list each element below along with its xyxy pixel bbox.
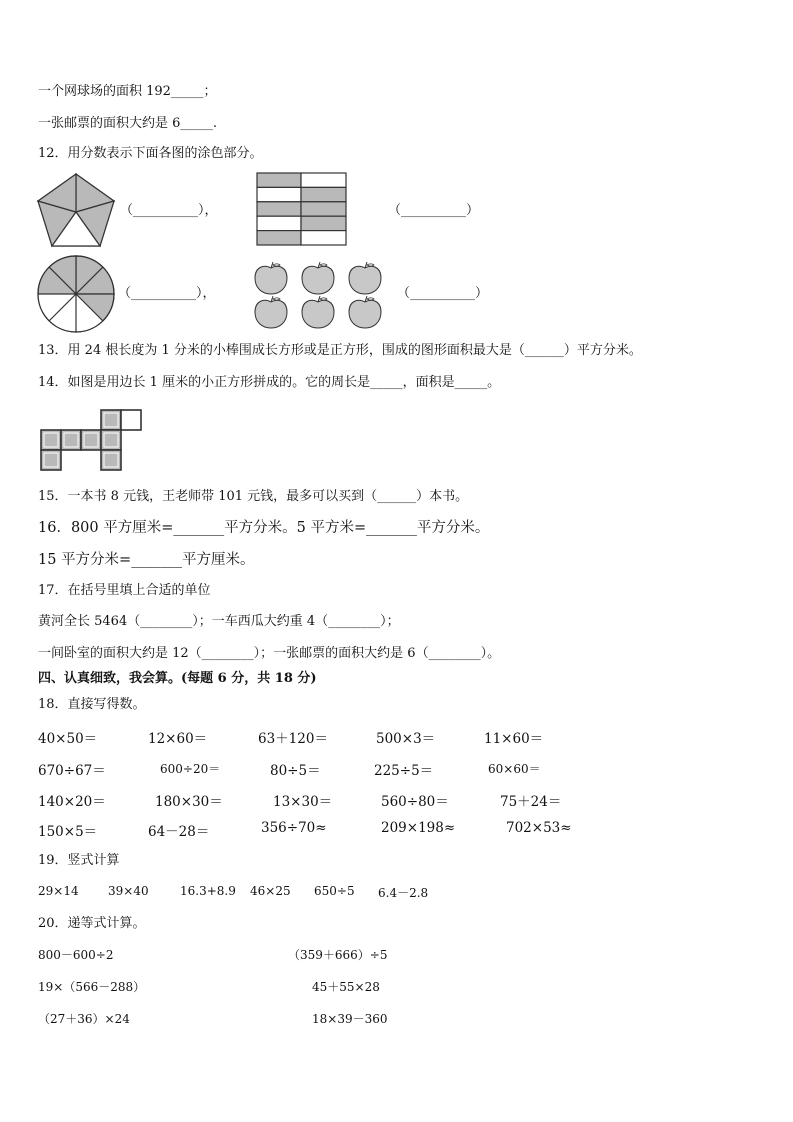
q18-item: 180×30＝: [155, 794, 223, 810]
q18-item: 560÷80＝: [381, 794, 449, 810]
q12-answer-4: （__________）: [397, 286, 489, 301]
line-tennis-court: 一个网球场的面积 192_____；: [38, 84, 217, 99]
q18-item: 75＋24＝: [500, 794, 562, 810]
question-17: 17．在括号里填上合适的单位: [38, 583, 211, 598]
q20-item: 45＋55×28: [312, 980, 380, 994]
q18-item: 356÷70≈: [261, 820, 327, 836]
q20-item: （359＋666）÷5: [288, 948, 388, 962]
q18-item: 209×198≈: [381, 820, 456, 836]
q18-item: 40×50＝: [38, 731, 98, 747]
q18-item: 13×30＝: [273, 794, 333, 810]
section-4-heading: 四、认真细致，我会算。(每题 6 分，共 18 分): [38, 671, 317, 686]
question-14: 14．如图是用边长 1 厘米的小正方形拼成的。它的周长是_____，面积是_____。: [38, 375, 501, 390]
q20-item: 19×（566－288）: [38, 980, 146, 994]
q19-item: 46×25: [250, 884, 291, 898]
apples-figure: [253, 260, 387, 330]
q19-item: 29×14: [38, 884, 79, 898]
q18-item: 12×60＝: [148, 731, 208, 747]
rectangle-grid-figure: [256, 172, 348, 246]
q19-item: 16.3+8.9: [180, 884, 236, 898]
line-stamp-area: 一张邮票的面积大约是 6_____.: [38, 116, 218, 131]
q19-item: 39×40: [108, 884, 149, 898]
question-20: 20．递等式计算。: [38, 916, 146, 931]
q18-item: 80÷5＝: [270, 763, 321, 779]
q20-item: 800－600÷2: [38, 948, 114, 962]
q18-item: 60×60＝: [488, 762, 541, 776]
q18-item: 140×20＝: [38, 794, 106, 810]
q18-item: 11×60＝: [484, 731, 544, 747]
q12-answer-2: （__________）: [388, 203, 480, 218]
q20-item: 18×39－360: [312, 1012, 388, 1026]
circle-figure: [36, 254, 116, 334]
question-19: 19．竖式计算: [38, 853, 120, 868]
q12-answer-3: （__________），: [118, 286, 216, 301]
q18-item: 670÷67＝: [38, 763, 106, 779]
question-17-b: 一间卧室的面积大约是 12（________）；一张邮票的面积大约是 6（________）。: [38, 646, 501, 661]
question-16-a: 16．800 平方厘米=_______平方分米。5 平方米=_______平方分米。: [38, 520, 490, 536]
squares-figure: [40, 409, 144, 471]
q18-item: 150×5＝: [38, 824, 98, 840]
question-15: 15．一本书 8 元钱，王老师带 101 元钱，最多可以买到（______）本书。: [38, 489, 469, 504]
q18-item: 702×53≈: [506, 820, 572, 836]
q18-item: 600÷20＝: [160, 762, 221, 776]
q18-item: 225÷5＝: [374, 763, 434, 779]
q12-answer-1: （__________），: [120, 203, 218, 218]
q20-item: （27＋36）×24: [38, 1012, 130, 1026]
q18-item: 500×3＝: [376, 731, 436, 747]
question-18: 18．直接写得数。: [38, 697, 146, 712]
question-17-a: 黄河全长 5464（________）；一车西瓜大约重 4（________）；: [38, 614, 400, 629]
q19-item: 650÷5: [314, 884, 355, 898]
question-16-b: 15 平方分米=_______平方厘米。: [38, 552, 255, 568]
q18-item: 63＋120＝: [258, 731, 328, 747]
question-13: 13．用 24 根长度为 1 分米的小棒围成长方形或是正方形，围成的图形面积最大是（______）平方分米。: [38, 343, 642, 358]
question-12: 12．用分数表示下面各图的涂色部分。: [38, 146, 263, 161]
pentagon-figure: [36, 172, 116, 248]
q19-item: 6.4－2.8: [378, 886, 429, 900]
q18-item: 64－28＝: [148, 824, 210, 840]
